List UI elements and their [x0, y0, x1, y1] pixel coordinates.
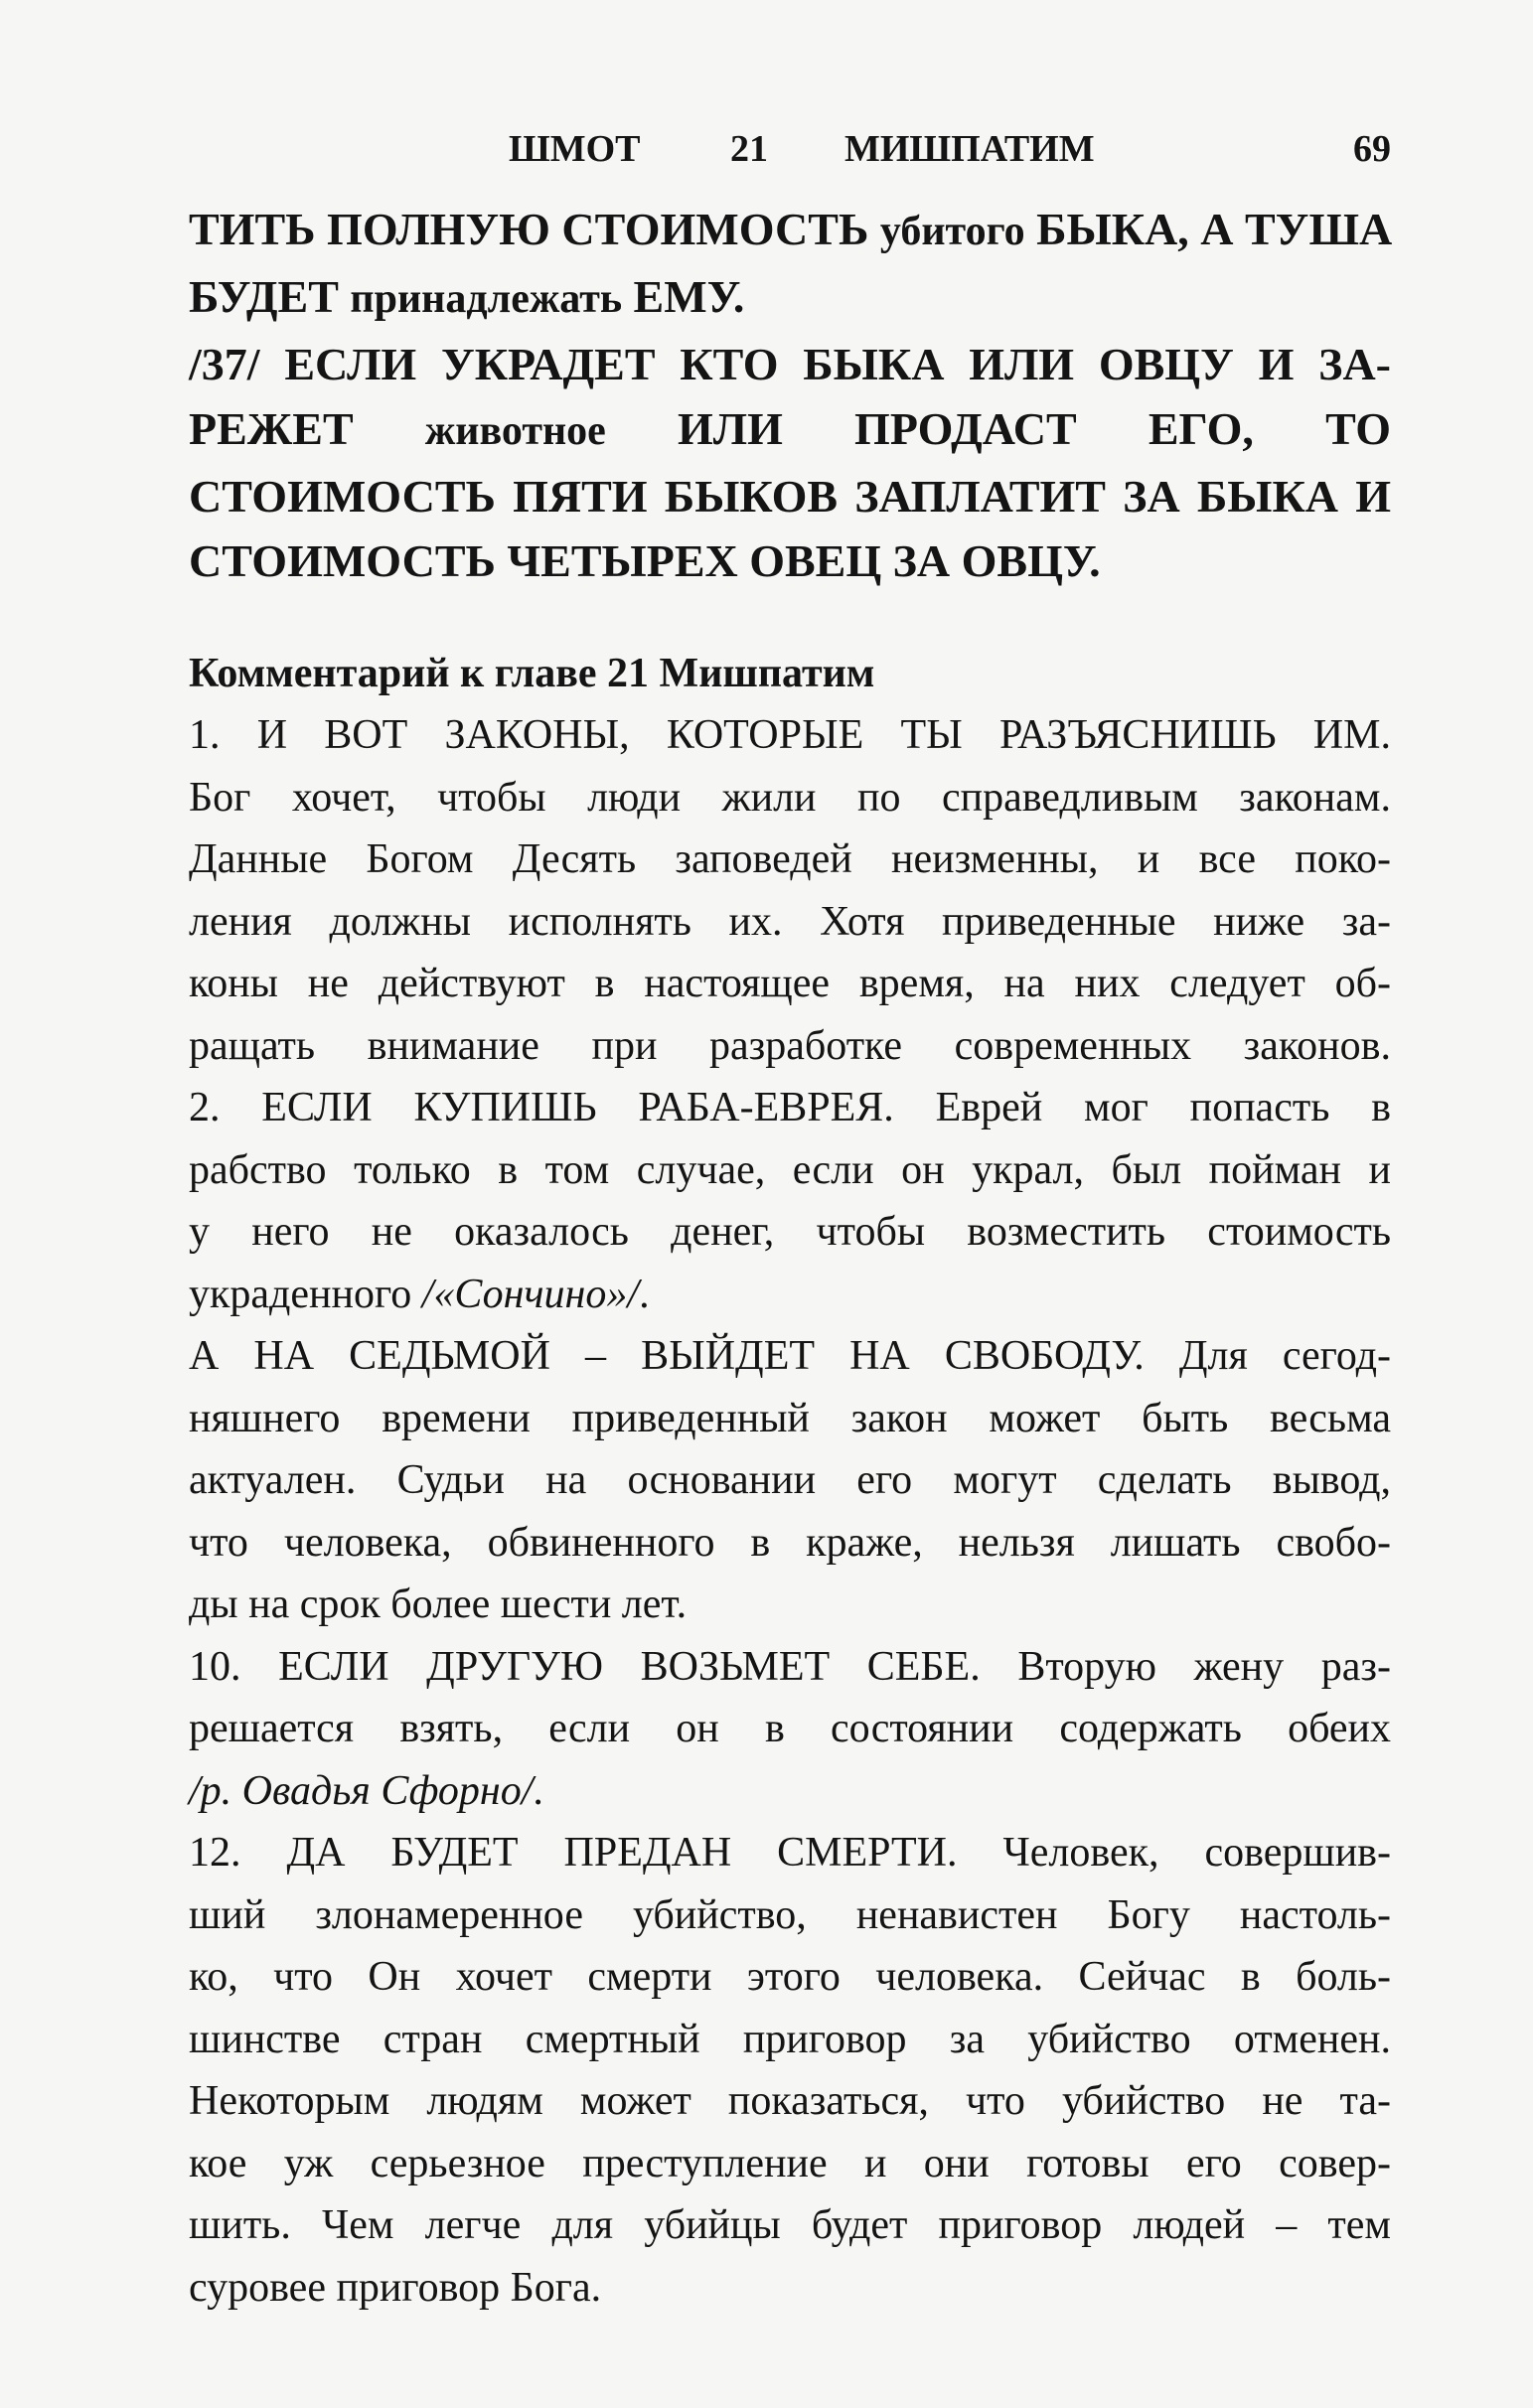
commentary-line	[189, 1139, 1391, 1202]
text-run: ращать внимание при разработке современных законов.	[189, 1022, 1391, 1069]
running-header	[189, 119, 1391, 179]
commentary-line	[189, 2194, 1391, 2257]
italic-citation: /р. Овадья Сфорно/	[189, 1767, 534, 1814]
text-run: суровее приговор Бога.	[189, 2264, 602, 2311]
commentary-line	[189, 1512, 1391, 1575]
torah-verse-text	[189, 197, 1391, 593]
text-run: украденного	[189, 1271, 422, 1317]
commentary-line	[189, 2257, 1391, 2320]
text-run: ТИТЬ ПОЛНУЮ СТОИМОСТЬ	[189, 204, 880, 254]
verse-line	[189, 264, 1391, 332]
commentary-line	[189, 1077, 1391, 1139]
commentary-line	[189, 767, 1391, 829]
commentary-line	[189, 2009, 1391, 2071]
header-book-title: ШМОТ	[509, 128, 641, 170]
text-run: актуален. Судьи на основании его могут сделать вывод,	[189, 1457, 1391, 1503]
text-run: убитого	[879, 209, 1025, 254]
commentary-line	[189, 1449, 1391, 1512]
commentary-line	[189, 1201, 1391, 1264]
text-run: решается взять, если он в состоянии содержать обеих	[189, 1706, 1391, 1751]
page-number: 69	[1353, 128, 1391, 170]
commentary-line	[189, 1822, 1391, 1884]
text-run: Некоторым людям может показаться, что убийство не та-	[189, 2078, 1391, 2124]
text-run: 2. ЕСЛИ КУПИШЬ РАБА-ЕВРЕЯ. Еврей мог попасть в	[189, 1085, 1391, 1130]
commentary-line	[189, 1698, 1391, 1760]
commentary-heading: Комментарий к главе 21 Мишпатим	[189, 651, 875, 696]
text-run: животное	[424, 408, 606, 454]
text-run: Бог хочет, чтобы люди жили по справедливым законам.	[189, 774, 1391, 821]
text-run: коны не действуют в настоящее время, на них следует об-	[189, 961, 1391, 1006]
commentary-line	[189, 1264, 1391, 1326]
text-run: ко, что Он хочет смерти этого человека. Сейчас в боль-	[189, 1954, 1391, 2000]
verse-line	[189, 528, 1391, 593]
commentary-text	[189, 704, 1391, 2319]
verse-line	[189, 332, 1391, 396]
text-run: ЕМУ.	[622, 271, 745, 322]
text-run: А НА СЕДЬМОЙ – ВЫЙДЕТ НА СВОБОДУ. Для сегод-	[189, 1333, 1391, 1379]
commentary-line	[189, 891, 1391, 954]
commentary-line	[189, 1946, 1391, 2009]
text-run: Данные Богом Десять заповедей неизменны, и все поко-	[189, 836, 1391, 882]
commentary-line	[189, 1884, 1391, 1947]
verse-line	[189, 464, 1391, 528]
text-run: принадлежать	[350, 276, 623, 322]
text-run: 12. ДА БУДЕТ ПРЕДАН СМЕРТИ. Человек, совершив-	[189, 1830, 1391, 1876]
commentary-line	[189, 1636, 1391, 1699]
text-run: .	[533, 1767, 543, 1814]
text-run: кое уж серьезное преступление и они готовы его совер-	[189, 2140, 1391, 2186]
text-run: БЫКА, А ТУША	[1024, 204, 1393, 254]
commentary-line	[189, 1325, 1391, 1388]
text-run: ды на срок более шести лет.	[189, 1581, 688, 1627]
text-run: рабство только в том случае, если он украл, был пойман и	[189, 1146, 1391, 1193]
header-chapter-number: 21	[730, 128, 768, 170]
header-parasha-title: МИШПАТИМ	[844, 128, 1095, 170]
text-run: БУДЕТ	[189, 271, 351, 322]
commentary-line	[189, 953, 1391, 1015]
text-run: у него не оказалось денег, чтобы возместить стоимость	[189, 1209, 1391, 1255]
commentary-line	[189, 2133, 1391, 2195]
italic-citation: /«Сончино»/	[421, 1271, 640, 1317]
text-run: няшнего времени приведенный закон может быть весьма	[189, 1395, 1391, 1441]
commentary-line	[189, 1015, 1391, 1078]
text-run: .	[639, 1271, 650, 1317]
text-run: СТОИМОСТЬ ЧЕТЫРЕХ ОВЕЦ ЗА ОВЦУ.	[189, 535, 1101, 586]
text-run: шить. Чем легче для убийцы будет приговор людей – тем	[189, 2202, 1391, 2248]
commentary-line	[189, 1760, 1391, 1823]
text-run: РЕЖЕТ	[189, 403, 425, 454]
commentary-line	[189, 704, 1391, 767]
commentary-line	[189, 1574, 1391, 1636]
commentary-line	[189, 828, 1391, 891]
text-run: что человека, обвиненного в краже, нельзя лишать свобо-	[189, 1519, 1391, 1566]
text-run: ления должны исполнять их. Хотя приведенные ниже за-	[189, 898, 1391, 945]
text-run: 1. И ВОТ ЗАКОНЫ, КОТОРЫЕ ТЫ РАЗЪЯСНИШЬ ИМ.	[189, 712, 1391, 758]
text-run: /37/ ЕСЛИ УКРАДЕТ КТО БЫКА ИЛИ ОВЦУ И ЗА-	[189, 339, 1391, 389]
text-run: ший злонамеренное убийство, ненавистен Богу настоль-	[189, 1891, 1391, 1938]
text-run: 10. ЕСЛИ ДРУГУЮ ВОЗЬМЕТ СЕБЕ. Вторую жену раз-	[189, 1643, 1391, 1690]
text-run: шинстве стран смертный приговор за убийство отменен.	[189, 2016, 1391, 2062]
verse-line	[189, 396, 1391, 464]
commentary-line	[189, 1388, 1391, 1450]
verse-line	[189, 197, 1391, 264]
text-run: СТОИМОСТЬ ПЯТИ БЫКОВ ЗАПЛАТИТ ЗА БЫКА И	[189, 471, 1391, 522]
text-run: ИЛИ ПРОДАСТ ЕГО, ТО	[605, 403, 1391, 454]
book-page	[189, 119, 1391, 2344]
commentary-line	[189, 2070, 1391, 2133]
